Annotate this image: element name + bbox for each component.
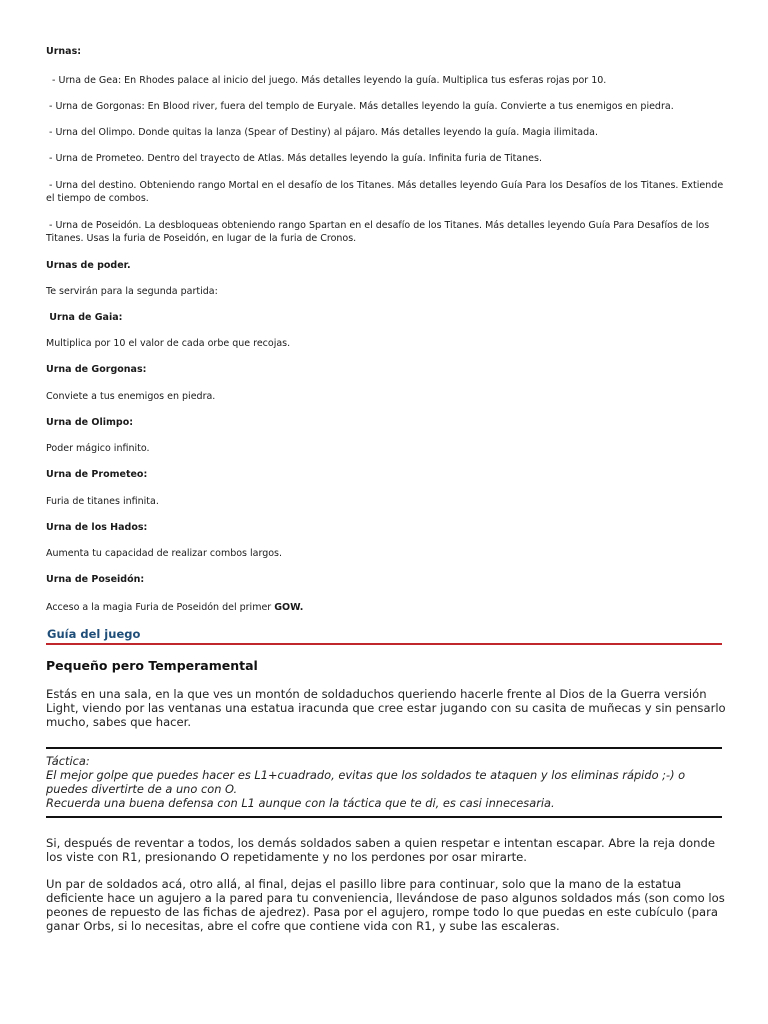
guia-paragraph-3: Un par de soldados acá, otro allá, al final, dejas el pasillo libre para continuar, solo que la mano de la estatua deficiente hace un agujero a la pared para tu conveniencia, llevándose de paso algunos soldados más (son como los peones de repuesto de las fichas de ajedrez). Pasa por el agujero, rompe todo lo que puedas en este cubículo (para ganar Orbs, si lo necesitas, abre el cofre que contiene vida con R1, y sube las escaleras. (46, 877, 725, 933)
urna-item-gea: - Urna de Gea: En Rhodes palace al inicio del juego. Más detalles leyendo la guía. Multiplica tus esferas rojas por 10. (46, 75, 607, 86)
guia-paragraph-2: Si, después de reventar a todos, los demás soldados saben a quien respetar e intentan escapar. Abre la reja donde los viste con R1, presionando O repetidamente y no los perdones por osar mirarte. (46, 836, 715, 864)
subsection-title: Pequeño pero Temperamental (46, 658, 258, 673)
section-divider (46, 643, 722, 645)
poder-name-olimpo: Urna de Olimpo: (46, 417, 134, 428)
poder-name-gorgonas: Urna de Gorgonas: (46, 364, 147, 375)
poder-desc-gorgonas: Conviete a tus enemigos en piedra. (46, 391, 216, 402)
urna-item-olimpo: - Urna del Olimpo. Donde quitas la lanza (Spear of Destiny) al pájaro. Más detalles leyendo la guía. Magia ilimitada. (46, 127, 599, 138)
section-title: Guía del juego (47, 627, 141, 641)
poder-desc-olimpo: Poder mágico infinito. (46, 443, 150, 454)
urna-item-poseidon: - Urna de Poseidón. La desbloqueas obteniendo rango Spartan en el desafío de los Titanes. Más detalles leyendo Guía Para Desafíos de los Titanes. Usas la furia de Poseidón, en lugar de la furia de Cronos. (46, 220, 713, 244)
tactic-label: Táctica: (46, 754, 90, 768)
tactic-line-1: El mejor golpe que puedes hacer es L1+cuadrado, evitas que los soldados te ataquen y los eliminas rápido ;-) o puedes divertirte de a uno con O. (46, 768, 686, 796)
gow-bold: GOW. (274, 602, 304, 613)
poder-desc-prometeo: Furia de titanes infinita. (46, 496, 159, 507)
poder-desc-hados: Aumenta tu capacidad de realizar combos largos. (46, 548, 283, 559)
poder-desc-gaia: Multiplica por 10 el valor de cada orbe que recojas. (46, 338, 291, 349)
poder-desc-poseidon (46, 601, 726, 614)
urnas-heading: Urnas: (46, 46, 82, 57)
urnas-poder-intro: Te servirán para la segunda partida: (46, 286, 218, 297)
guia-paragraph-1: Estás en una sala, en la que ves un montón de soldaduchos queriendo hacerle frente al Dios de la Guerra versión Light, viendo por las ventanas una estatua iracunda que cree estar jugando con su casita de muñecas y sin pensarlo mucho, sabes que hacer. (46, 687, 726, 729)
urna-item-gorgonas: - Urna de Gorgonas: En Blood river, fuera del templo de Euryale. Más detalles leyendo la guía. Convierte a tus enemigos en piedra. (46, 101, 674, 112)
guia-section-header (46, 626, 722, 645)
poder-name-poseidon: Urna de Poseidón: (46, 574, 145, 585)
urna-item-prometeo: - Urna de Prometeo. Dentro del trayecto de Atlas. Más detalles leyendo la guía. Infinita furia de Titanes. (46, 153, 542, 164)
poder-name-hados: Urna de los Hados: (46, 522, 148, 533)
urna-item-destino: - Urna del destino. Obteniendo rango Mortal en el desafío de los Titanes. Más detalles leyendo Guía Para los Desafíos de los Titanes. Extiende el tiempo de combos. (46, 180, 727, 204)
urnas-poder-heading: Urnas de poder. (46, 260, 131, 271)
poder-desc-poseidon-text: Acceso a la magia Furia de Poseidón del primer (46, 602, 275, 613)
tactic-box (46, 747, 722, 818)
tactic-line-2: Recuerda una buena defensa con L1 aunque con la táctica que te di, es casi innecesaria. (46, 796, 555, 810)
poder-name-gaia: Urna de Gaia: (46, 312, 123, 323)
poder-name-prometeo: Urna de Prometeo: (46, 469, 148, 480)
